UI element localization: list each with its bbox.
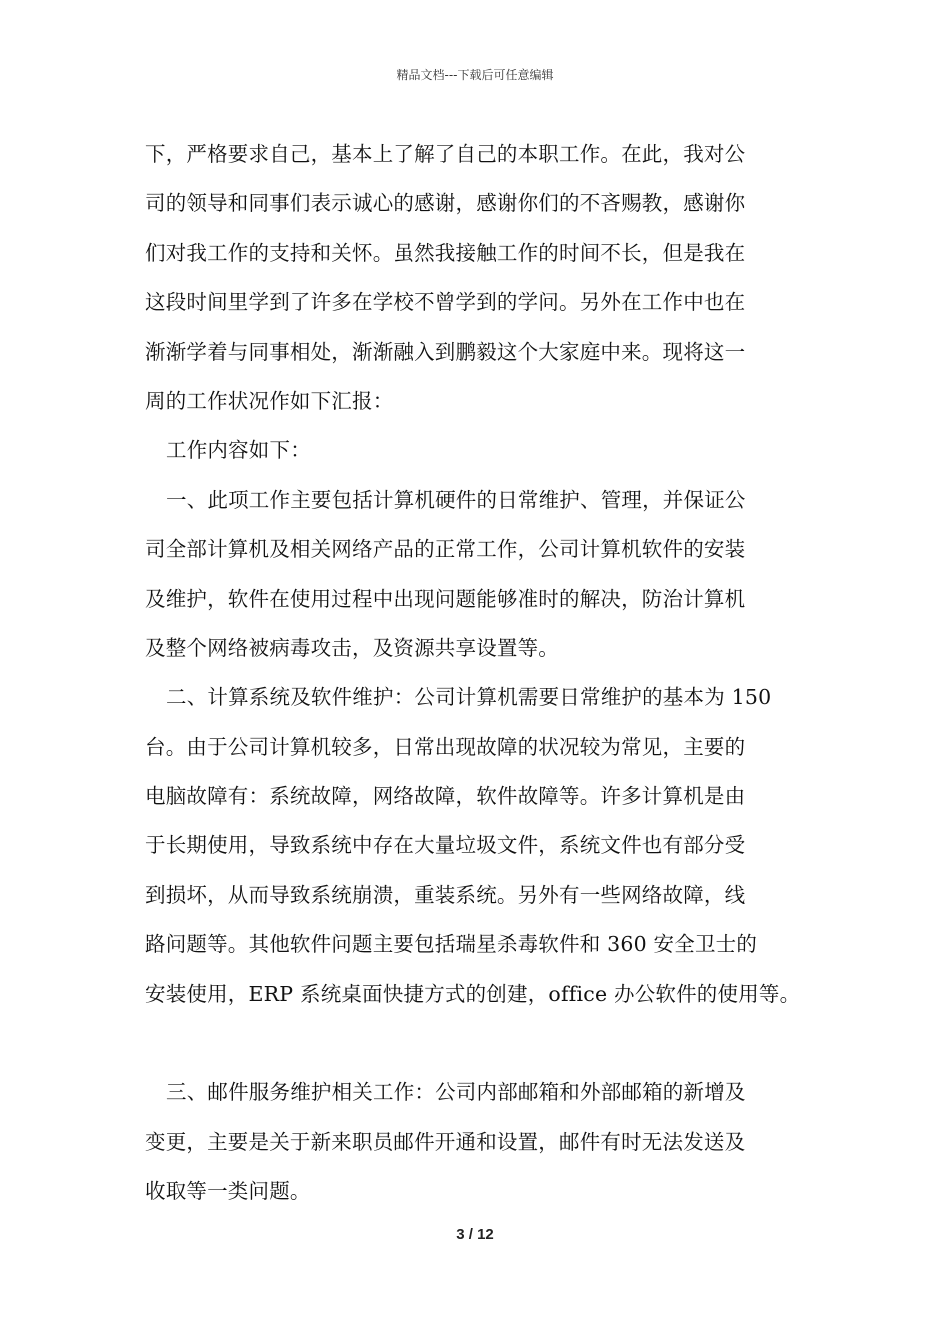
intro-line: 周的工作状况作如下汇报： (145, 388, 394, 413)
intro-line: 这段时间里学到了许多在学校不曾学到的学问。另外在工作中也在 (145, 290, 746, 315)
content-heading: 工作内容如下： (166, 438, 311, 463)
intro-line: 司的领导和同事们表示诚心的感谢，感谢你们的不吝赐教，感谢你 (145, 191, 746, 216)
item1-line: 及整个网络被病毒攻击，及资源共享设置等。 (145, 635, 559, 660)
item2-line: 路问题等。其他软件问题主要包括瑞星杀毒软件和 360 安全卫士的 (145, 932, 758, 957)
intro-line: 渐渐学着与同事相处，渐渐融入到鹏毅这个大家庭中来。现将这一 (145, 339, 746, 364)
item2-line: 到损坏，从而导致系统崩溃，重装系统。另外有一些网络故障，线 (145, 882, 746, 907)
paragraph-spacer (145, 1019, 815, 1068)
page-header: 精品文档---下载后可任意编辑 (396, 68, 554, 82)
document-body (145, 130, 815, 1217)
intro-line: 下，严格要求自己，基本上了解了自己的本职工作。在此，我对公 (145, 142, 746, 166)
item2-line: 二、计算系统及软件维护：公司计算机需要日常维护的基本为 150 (166, 685, 772, 710)
item3-line: 变更，主要是关于新来职员邮件开通和设置，邮件有时无法发送及 (145, 1129, 746, 1154)
intro-line: 们对我工作的支持和关怀。虽然我接触工作的时间不长，但是我在 (145, 240, 746, 265)
item2-line: 安装使用，ERP 系统桌面快捷方式的创建，office 办公软件的使用等。 (145, 981, 801, 1006)
item2-line: 电脑故障有：系统故障，网络故障，软件故障等。许多计算机是由 (145, 784, 746, 809)
item1-line: 司全部计算机及相关网络产品的正常工作，公司计算机软件的安装 (145, 537, 746, 562)
item3-line: 三、邮件服务维护相关工作：公司内部邮箱和外部邮箱的新增及 (166, 1080, 746, 1105)
item2-line: 台。由于公司计算机较多，日常出现故障的状况较为常见，主要的 (145, 734, 746, 759)
item1-line: 一、此项工作主要包括计算机硬件的日常维护、管理，并保证公 (166, 487, 746, 512)
page-number: 3 / 12 (456, 1226, 494, 1243)
item1-line: 及维护，软件在使用过程中出现问题能够准时的解决，防治计算机 (145, 586, 746, 611)
item2-line: 于长期使用，导致系统中存在大量垃圾文件，系统文件也有部分受 (145, 833, 746, 858)
item3-line: 收取等一类问题。 (145, 1179, 311, 1204)
